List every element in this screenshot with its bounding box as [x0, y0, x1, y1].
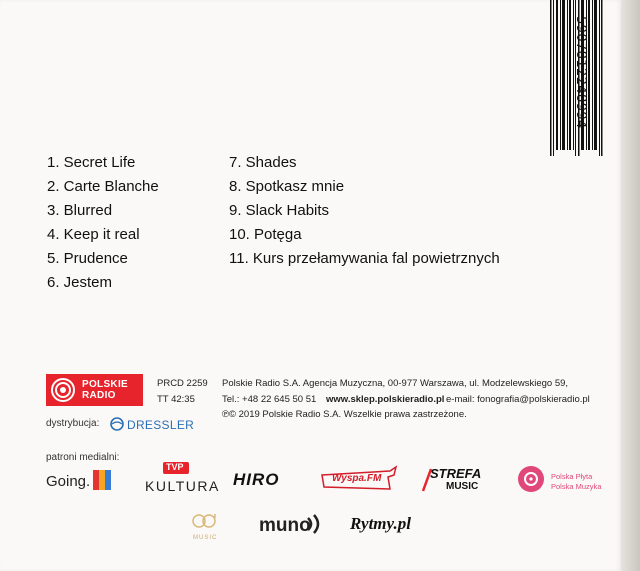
media-patrons-label: patroni medialni: — [46, 452, 120, 463]
publisher-address: Polskie Radio S.A. Agencja Muzyczna, 00-977 Warszawa, ul. Modzelewskiego 59, — [222, 378, 569, 389]
wyspa-fm-logo: Wyspa.FM — [332, 473, 382, 484]
cd-spine — [621, 0, 640, 571]
tracklist-column-2 — [229, 151, 500, 271]
track-item: 5. Prudence — [47, 250, 128, 267]
track-item: 2. Carte Blanche — [47, 178, 159, 195]
polska-muzyka-logo: Polska Muzyka — [551, 482, 602, 491]
dressler-logo: DRESSLER — [127, 418, 195, 432]
barcode-number: 5907812248994 — [573, 16, 588, 129]
polskie-radio-emblem-icon — [50, 377, 76, 403]
total-time: TT 42:35 — [157, 394, 195, 405]
going-color-tile-icon — [93, 470, 111, 490]
dressler-globe-icon — [110, 417, 124, 431]
tracklist-column-1 — [47, 151, 159, 295]
catalog-number: PRCD 2259 — [157, 378, 208, 389]
hiro-logo: HIRO — [233, 470, 280, 489]
tvp-logo-text: TVP — [166, 462, 184, 472]
publisher-web: www.sklep.polskieradio.pl — [326, 394, 445, 405]
strefa-logo: STREFA — [430, 466, 482, 481]
track-item: 4. Keep it real — [47, 226, 140, 243]
polskie-radio-logo — [46, 374, 143, 406]
track-item: 10. Potęga — [229, 226, 302, 243]
logo-line-2: RADIO — [82, 390, 116, 401]
muno-logo: muno — [259, 515, 311, 536]
publisher-tel: Tel.: +48 22 645 50 51 — [222, 394, 317, 405]
music-logo: MUSIC — [193, 535, 218, 541]
rytmy-pl-logo: Rytmy.pl — [350, 514, 411, 533]
muno-waves-icon — [304, 512, 326, 536]
music-90-logo-icon — [189, 512, 219, 536]
track-item: 6. Jestem — [47, 274, 113, 291]
distribution-label: dystrybucja: — [46, 418, 100, 429]
kultura-logo: KULTURA — [145, 478, 220, 494]
going-logo: Going. — [46, 473, 91, 490]
polska-plyta-circle-icon — [517, 465, 545, 493]
track-item: 9. Slack Habits — [229, 202, 330, 219]
track-item: 8. Spotkasz mnie — [229, 178, 345, 195]
track-item: 7. Shades — [229, 154, 297, 171]
track-item: 11. Kurs przełamywania fal powietrznych — [229, 250, 500, 267]
polska-plyta-logo: Polska Płyta — [551, 472, 593, 481]
track-item: 1. Secret Life — [47, 154, 136, 171]
strefa-music-logo: MUSIC — [446, 481, 479, 492]
tvp-logo — [163, 462, 189, 474]
track-item: 3. Blurred — [47, 202, 113, 219]
logo-line-1: POLSKIE — [82, 379, 128, 390]
publisher-email: e-mail: fonografia@polskieradio.pl — [446, 394, 590, 405]
copyright: ℗© 2019 Polskie Radio S.A. Wszelkie prawa zastrzeżone. — [222, 409, 467, 420]
strefa-slash-icon — [421, 468, 433, 492]
